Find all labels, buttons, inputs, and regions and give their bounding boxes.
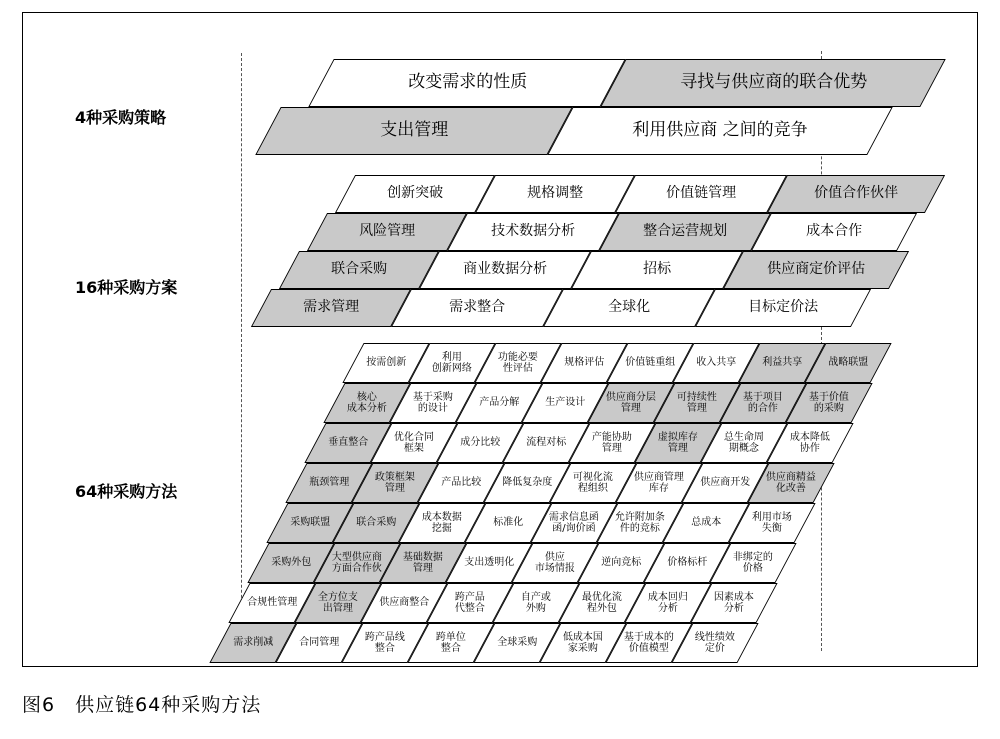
method-label: 价格标杆 bbox=[667, 557, 707, 569]
method-label: 基于价值 的采购 bbox=[809, 391, 849, 414]
diagram-frame bbox=[22, 12, 978, 667]
method-label: 供应商精益 化改善 bbox=[766, 471, 816, 494]
solution-cell[interactable] bbox=[751, 213, 917, 251]
method-label: 大型供应商 方面合作伙 bbox=[332, 551, 382, 574]
method-label: 允许附加条 件的竞标 bbox=[615, 511, 665, 534]
strategy-label: 寻找与供应商的联合优势 bbox=[679, 72, 867, 93]
row-label-methods: 64种采购方法 bbox=[75, 482, 178, 501]
solution-cell[interactable] bbox=[475, 175, 635, 213]
method-label: 成分比较 bbox=[460, 437, 500, 449]
method-label: 规格评估 bbox=[564, 357, 604, 369]
solution-label: 价值链管理 bbox=[666, 185, 737, 202]
method-label: 核心 成本分析 bbox=[347, 391, 387, 414]
solution-label: 目标定价法 bbox=[748, 299, 819, 316]
method-label: 合同管理 bbox=[299, 637, 339, 649]
row-label-strategies: 4种采购策略 bbox=[75, 108, 167, 127]
method-label: 跨产品 代整合 bbox=[455, 591, 485, 614]
method-label: 标准化 bbox=[493, 517, 523, 529]
method-label: 政策框架 管理 bbox=[375, 471, 415, 494]
strategy-cell[interactable] bbox=[308, 59, 626, 107]
method-label: 全方位支 出管理 bbox=[318, 591, 358, 614]
method-label: 基于采购 的设计 bbox=[413, 391, 453, 414]
method-label: 逆向竞标 bbox=[601, 557, 641, 569]
method-label: 采购外包 bbox=[271, 557, 311, 569]
method-label: 跨产品线 整合 bbox=[365, 631, 405, 654]
method-label: 因素成本 分析 bbox=[714, 591, 754, 614]
solution-label: 供应商定价评估 bbox=[767, 261, 866, 278]
strategy-cell[interactable] bbox=[255, 107, 573, 155]
method-label: 基于项目 的合作 bbox=[743, 391, 783, 414]
strategy-label: 利用供应商 之间的竞争 bbox=[632, 120, 808, 141]
method-label: 全球采购 bbox=[497, 637, 537, 649]
solution-cell[interactable] bbox=[599, 213, 771, 251]
method-label: 功能必要 性评估 bbox=[498, 351, 538, 374]
solution-cell[interactable] bbox=[543, 289, 715, 327]
method-label: 利用 创新网络 bbox=[432, 351, 472, 374]
guide-left bbox=[241, 53, 242, 653]
method-label: 可视化流 程组织 bbox=[573, 471, 613, 494]
solution-label: 需求管理 bbox=[303, 299, 360, 316]
method-label: 垂直整合 bbox=[328, 437, 368, 449]
method-label: 按需创新 bbox=[366, 357, 406, 369]
solution-cell[interactable] bbox=[615, 175, 787, 213]
solution-label: 规格调整 bbox=[527, 185, 584, 202]
method-label: 线性绩效 定价 bbox=[695, 631, 735, 654]
method-label: 总生命周 期概念 bbox=[724, 431, 764, 454]
method-label: 产能协助 管理 bbox=[592, 431, 632, 454]
method-label: 基于成本的 价值模型 bbox=[624, 631, 674, 654]
method-label: 采购联盟 bbox=[290, 517, 330, 529]
method-label: 优化合同 框架 bbox=[394, 431, 434, 454]
strategy-label: 支出管理 bbox=[380, 120, 448, 141]
solution-label: 全球化 bbox=[608, 299, 651, 316]
solution-label: 价值合作伙伴 bbox=[814, 185, 899, 202]
solution-cell[interactable] bbox=[307, 213, 467, 251]
solution-cell[interactable] bbox=[391, 289, 563, 327]
method-label: 战略联盟 bbox=[828, 357, 868, 369]
method-label: 供应商整合 bbox=[379, 597, 429, 609]
method-label: 需求信息函 函/询价函 bbox=[549, 511, 599, 534]
method-label: 降低复杂度 bbox=[502, 477, 552, 489]
method-label: 供应商分层 管理 bbox=[606, 391, 656, 414]
method-label: 利用市场 失衡 bbox=[752, 511, 792, 534]
solution-cell[interactable] bbox=[419, 251, 591, 289]
solution-cell[interactable] bbox=[447, 213, 619, 251]
method-label: 流程对标 bbox=[526, 437, 566, 449]
row-label-solutions: 16种采购方案 bbox=[75, 278, 178, 297]
strategy-label: 改变需求的性质 bbox=[407, 72, 527, 93]
method-label: 产品分解 bbox=[479, 397, 519, 409]
method-label: 成本降低 协作 bbox=[790, 431, 830, 454]
solution-label: 风险管理 bbox=[359, 223, 416, 240]
method-label: 基础数据 管理 bbox=[403, 551, 443, 574]
solution-label: 商业数据分析 bbox=[463, 261, 548, 278]
solution-label: 整合运营规划 bbox=[643, 223, 728, 240]
solution-cell[interactable] bbox=[279, 251, 439, 289]
figure-caption: 图6 供应链64种采购方法 bbox=[22, 694, 262, 716]
method-label: 瓶颈管理 bbox=[309, 477, 349, 489]
solution-label: 成本合作 bbox=[806, 223, 863, 240]
method-label: 总成本 bbox=[691, 517, 721, 529]
method-label: 合规性管理 bbox=[247, 597, 297, 609]
method-label: 价值链重组 bbox=[625, 357, 675, 369]
solution-cell[interactable] bbox=[767, 175, 945, 213]
method-label: 非绑定的 价格 bbox=[733, 551, 773, 574]
method-label: 供应商管理 库存 bbox=[634, 471, 684, 494]
method-label: 利益共享 bbox=[762, 357, 802, 369]
solution-label: 技术数据分析 bbox=[491, 223, 576, 240]
solution-cell[interactable] bbox=[335, 175, 495, 213]
method-label: 收入共享 bbox=[696, 357, 736, 369]
solution-cell[interactable] bbox=[723, 251, 909, 289]
method-label: 跨单位 整合 bbox=[436, 631, 466, 654]
method-label: 可持续性 管理 bbox=[677, 391, 717, 414]
solution-cell[interactable] bbox=[571, 251, 743, 289]
strategy-cell[interactable] bbox=[547, 107, 893, 155]
method-label: 成本回归 分析 bbox=[648, 591, 688, 614]
method-label: 产品比较 bbox=[441, 477, 481, 489]
solution-label: 联合采购 bbox=[331, 261, 388, 278]
solution-cell[interactable] bbox=[695, 289, 871, 327]
method-label: 支出透明化 bbox=[464, 557, 514, 569]
strategy-cell[interactable] bbox=[600, 59, 946, 107]
method-label: 自产或 外购 bbox=[521, 591, 551, 614]
method-label: 低成本国 家采购 bbox=[563, 631, 603, 654]
solution-label: 招标 bbox=[643, 261, 672, 278]
solution-cell[interactable] bbox=[251, 289, 411, 327]
method-label: 成本数据 挖掘 bbox=[422, 511, 462, 534]
solution-label: 创新突破 bbox=[387, 185, 444, 202]
method-label: 生产设计 bbox=[545, 397, 585, 409]
method-label: 最优化流 程外包 bbox=[582, 591, 622, 614]
solution-label: 需求整合 bbox=[449, 299, 506, 316]
method-label: 需求削减 bbox=[233, 637, 273, 649]
method-label: 联合采购 bbox=[356, 517, 396, 529]
method-label: 虚拟库存 管理 bbox=[658, 431, 698, 454]
method-label: 供应商开发 bbox=[700, 477, 750, 489]
method-label: 供应 市场情报 bbox=[535, 551, 575, 574]
